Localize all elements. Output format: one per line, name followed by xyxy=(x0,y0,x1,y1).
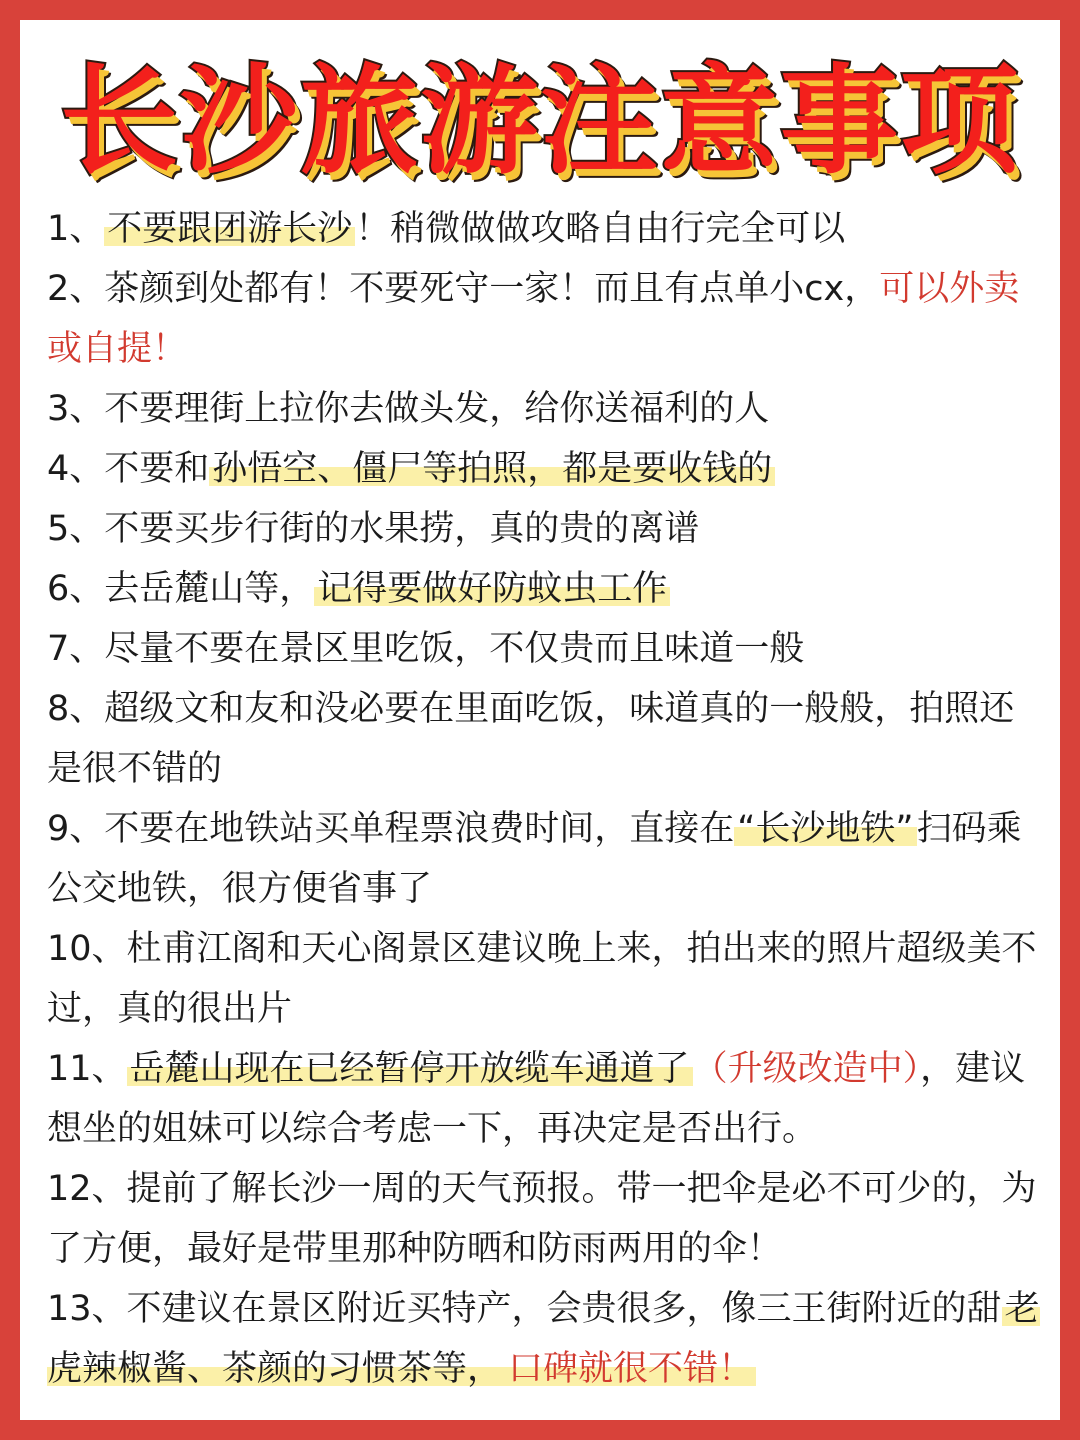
tip-number: 6、 xyxy=(47,569,105,609)
tip-text: 不要在地铁站买单程票浪费时间，直接在 xyxy=(104,809,735,849)
tip-text-emphasis: 孙悟空、僵尸等拍照，都是要收钱的 xyxy=(209,449,775,489)
tip-number: 7、 xyxy=(47,629,105,669)
tip-text: 去岳麓山等， xyxy=(104,569,315,609)
tip-number: 12、 xyxy=(47,1169,127,1209)
tip-number: 5、 xyxy=(47,509,105,549)
tip-item xyxy=(47,499,1047,559)
tip-item xyxy=(47,919,1047,1039)
tip-item xyxy=(47,619,1047,679)
tip-item xyxy=(47,679,1047,799)
tip-item xyxy=(47,1039,1047,1159)
tip-text-emphasis: 岳麓山现在已经暂停开放缆车通道了 xyxy=(127,1049,693,1089)
tip-number: 1、 xyxy=(47,209,105,249)
tip-item xyxy=(47,259,1047,379)
tip-item xyxy=(47,559,1047,619)
tip-text-emphasis: 可以外卖或自提！ xyxy=(47,269,1020,369)
tips-list xyxy=(47,199,1047,1399)
tip-item xyxy=(47,439,1047,499)
tip-number: 4、 xyxy=(47,449,105,489)
tip-text: ！稍微做做攻略自由行完全可以 xyxy=(355,209,846,249)
tip-text: 不建议在景区附近买特产，会贵很多，像三王街附近的甜 xyxy=(126,1289,1002,1329)
tip-text-emphasis: 口碑就很不错！ xyxy=(505,1349,756,1389)
tip-text: 超级文和友和没必要在里面吃饭，味道真的一般般，拍照还是很不错的 xyxy=(47,689,1015,789)
tip-item xyxy=(47,799,1047,919)
tip-text-emphasis: 记得要做好防蚊虫工作 xyxy=(314,569,670,609)
page-title: 长沙旅游注意事项 xyxy=(59,52,1020,190)
tip-text: 杜甫江阁和天心阁景区建议晚上来，拍出来的照片超级美不过，真的很出片 xyxy=(47,929,1037,1029)
tip-text: 提前了解长沙一周的天气预报。带一把伞是必不可少的，为了方便，最好是带里那种防晒和防雨两用的伞！ xyxy=(47,1169,1037,1269)
tip-item xyxy=(47,1159,1047,1279)
tip-number: 8、 xyxy=(47,689,105,729)
tip-text: 茶颜到处都有！不要死守一家！而且有点单小cx， xyxy=(104,269,880,309)
tip-text: ，建议想坐的姐妹可以综合考虑一下，再决定是否出行。 xyxy=(47,1049,1026,1149)
tip-item xyxy=(47,379,1047,439)
tip-number: 13、 xyxy=(47,1289,127,1329)
tip-text-emphasis: “长沙地铁” xyxy=(734,809,916,849)
tip-text: 不要买步行街的水果捞，真的贵的离谱 xyxy=(104,509,700,549)
tip-number: 10、 xyxy=(47,929,127,969)
tip-text: 尽量不要在景区里吃饭，不仅贵而且味道一般 xyxy=(104,629,805,669)
tip-text-emphasis: （升级改造中） xyxy=(692,1049,921,1089)
tip-number: 3、 xyxy=(47,389,105,429)
tip-text-emphasis: 老虎辣椒酱、茶颜的习惯茶等， xyxy=(47,1289,1040,1389)
tip-text: 扫码乘公交地铁，很方便省事了 xyxy=(47,809,1022,909)
tip-text: 不要和 xyxy=(104,449,210,489)
tips-card xyxy=(20,20,1060,1420)
tip-number: 9、 xyxy=(47,809,105,849)
tip-item xyxy=(47,199,1047,259)
tip-number: 11、 xyxy=(47,1049,127,1089)
tip-item xyxy=(47,1279,1047,1399)
tip-number: 2、 xyxy=(47,269,105,309)
tip-text-emphasis: 不要跟团游长沙 xyxy=(104,209,355,249)
tip-text: 不要理街上拉你去做头发，给你送福利的人 xyxy=(104,389,770,429)
